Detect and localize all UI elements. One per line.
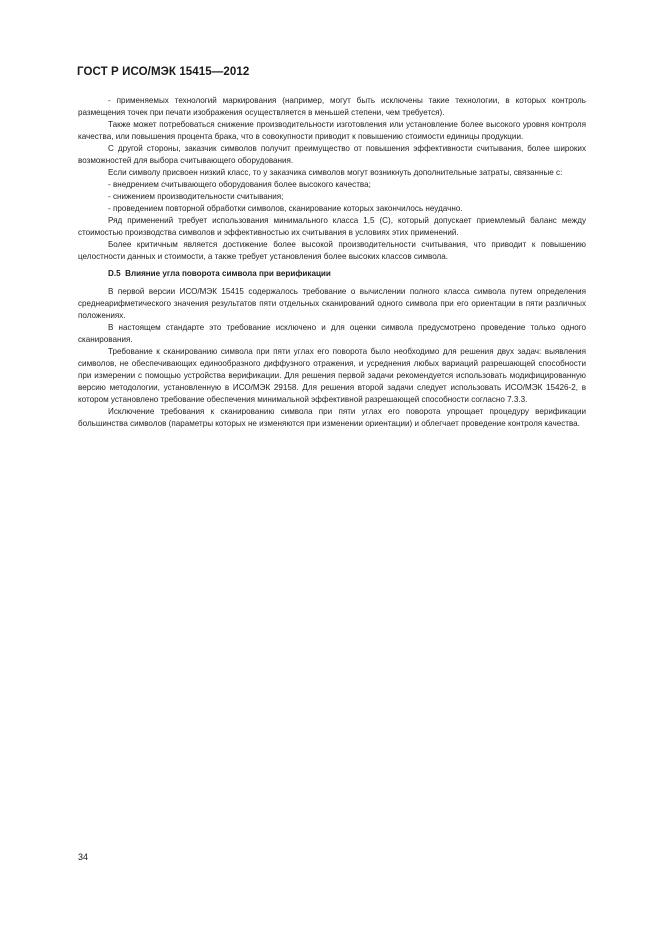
paragraph-single-scan: В настоящем стандарте это требование исключено и для оценки символа предусмотрено проведение только одного сканирования. xyxy=(78,323,586,344)
page-number: 34 xyxy=(78,852,89,862)
paragraph-five-angles: Требование к сканированию символа при пяти углах его поворота было необходимо для решения двух задач: выявления символов, не обеспечивающих единообразного диффузного отражения, и усреднения любых вариаций разрешающей способности при измерении с помощью устройства верификации. Для решения первой задачи рекомендуется использовать модифицированную версию методологии, установленную в ИСО/МЭК 29158. Для решения второй задачи следует использовать ИСО/МЭК 15426-2, в котором установлено требование обеспечения минимальной эффективной разрешающей способности согласно 7.3.3. xyxy=(78,347,586,404)
list-item-reprocessing: - проведением повторной обработки символов, сканирование которых закончилось неудачно. xyxy=(108,204,463,213)
paragraph-marking-technologies: - применяемых технологий маркирования (например, могут быть исключены такие технологии, в которых контроль размещения точек при печати изображения осуществляется в меньшей степени, чем требуется). xyxy=(78,96,586,117)
paragraph-critical-performance: Более критичным является достижение более высокой производительности считывания, что приводит к повышению целостности данных и стоимости, а также требует установления более высоких классов символа. xyxy=(78,240,586,261)
paragraph-customer-advantage: С другой стороны, заказчик символов получит преимущество от повышения эффективности считывания, более широких возможностей для выбора считывающего оборудования. xyxy=(78,144,586,165)
section-title: Влияние угла поворота символа при верификации xyxy=(125,269,331,278)
paragraph-low-grade-costs: Если символу присвоен низкий класс, то у заказчика символов могут возникнуть дополнительные затраты, связанные с: xyxy=(108,168,563,177)
paragraph-minimum-grade: Ряд применений требует использования минимального класса 1,5 (С), который допускает приемлемый баланс между стоимостью производства символов и эффективностью их считывания в условиях этих применений. xyxy=(78,216,586,237)
list-item-throughput: - снижением производительности считывания; xyxy=(108,192,284,201)
document-header-title: ГОСТ Р ИСО/МЭК 15415—2012 xyxy=(77,66,250,78)
paragraph-first-version: В первой версии ИСО/МЭК 15415 содержалось требование о вычислении полного класса символа путем определения среднеарифметического значения результатов пяти отдельных сканирований одного символа при его ориентации в пяти различных положениях. xyxy=(78,287,586,320)
section-heading xyxy=(78,268,586,280)
section-number: D.5 xyxy=(108,269,121,278)
document-body xyxy=(78,95,586,430)
list-item-equipment: - внедрением считывающего оборудования более высокого качества; xyxy=(108,180,371,189)
paragraph-productivity-reduction: Также может потребоваться снижение производительности изготовления или установление более высокого уровня контроля качества, или повышения процента брака, что в совокупности приводит к повышению стоимости единицы продукции. xyxy=(78,120,586,141)
paragraph-simplification: Исключение требования к сканированию символа при пяти углах его поворота упрощает процедуру верификации большинства символов (параметры которых не изменяются при изменении ориентации) и облегчает проведение контроля качества. xyxy=(78,407,586,428)
